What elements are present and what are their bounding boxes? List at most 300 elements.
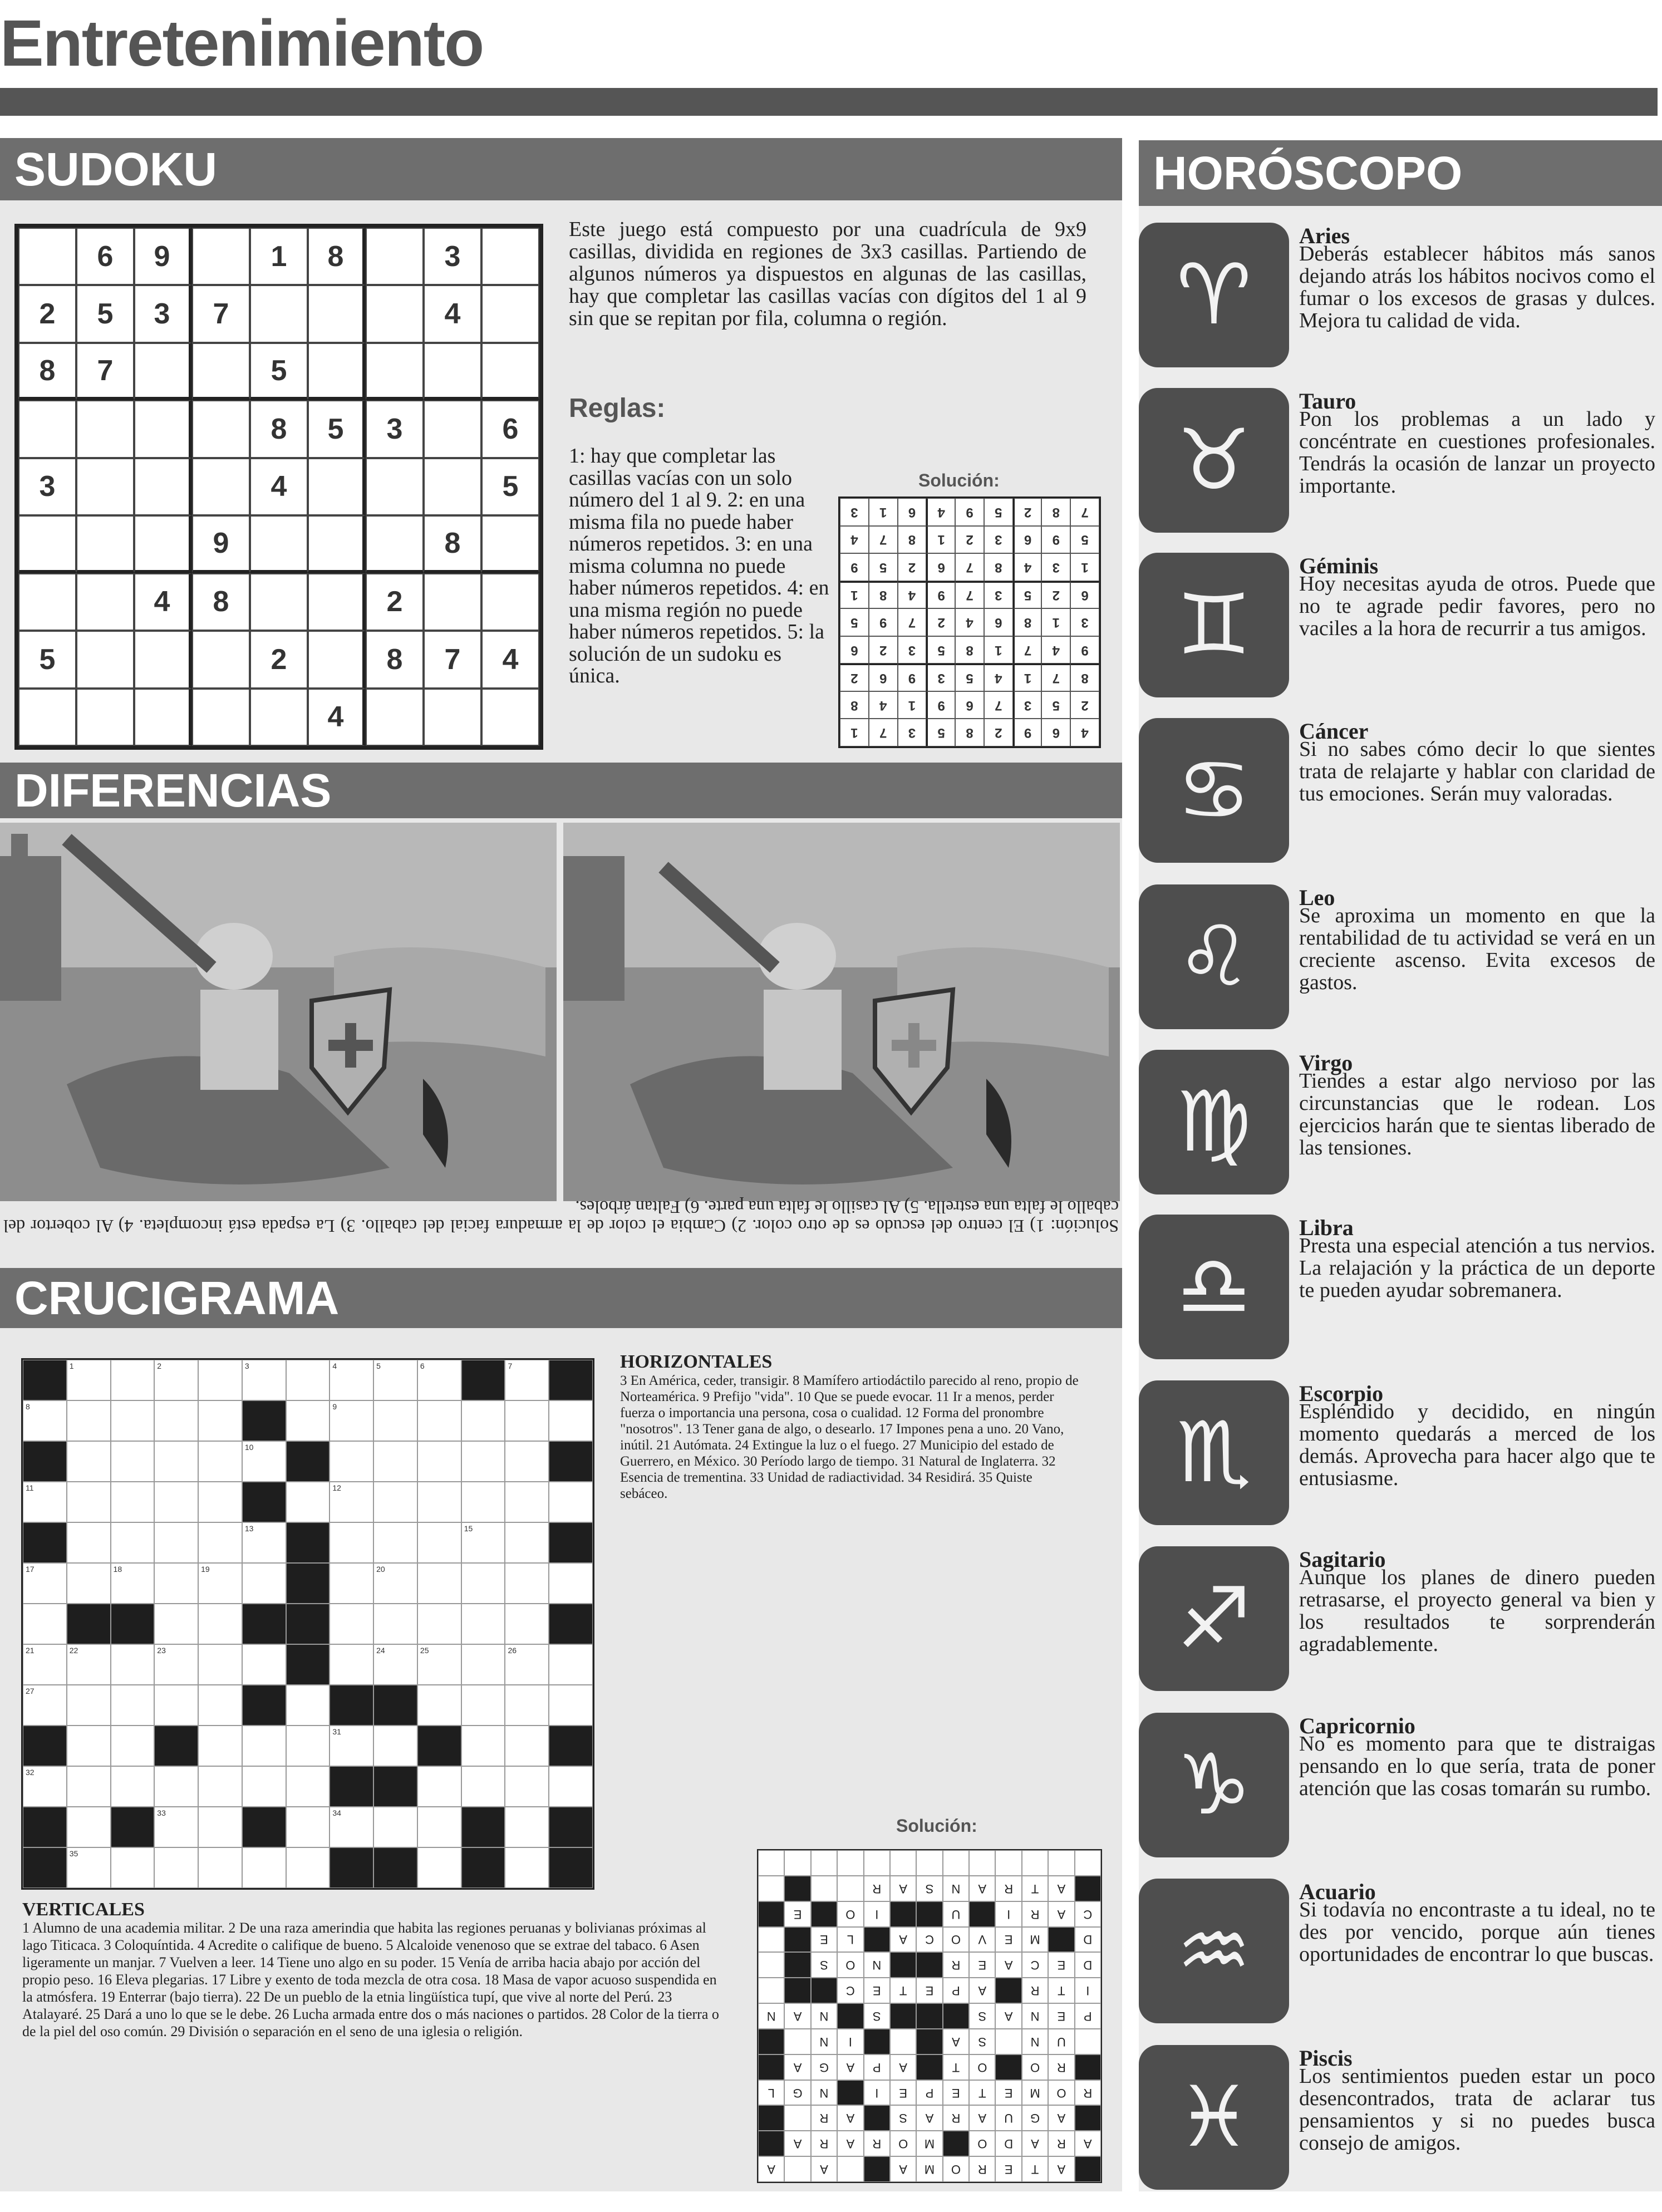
verticales-title: VERTICALES [22,1899,145,1920]
crossword-black-cell [242,1604,286,1644]
sudoku-solution-cell: 5 [926,719,955,746]
sudoku-solution-cell: 1 [1070,553,1099,581]
crossword-black-cell [111,1807,155,1847]
crossword-cell [154,1766,198,1807]
crossword-clue-number: 31 [332,1727,341,1736]
sudoku-cell [76,573,134,631]
crossword-solution-cell [916,1850,942,1876]
crossword-cell [198,1360,242,1400]
crossword-solution-cell: O [837,1901,863,1927]
crossword-cell [461,1522,505,1563]
crossword-black-cell [549,1807,593,1847]
sudoku-cell [192,631,250,688]
sudoku-cell [308,515,366,573]
sudoku-cell [250,285,308,342]
crossword-cell [67,1726,111,1766]
crossword-solution-cell: A [837,2054,863,2080]
section-header-crucigrama: CRUCIGRAMA [0,1268,1122,1328]
crossword-black-cell [23,1522,67,1563]
crossword-solution-cell: R [969,2156,995,2182]
crossword-solution-cell: T [890,1978,916,2003]
crossword-cell [417,1441,461,1482]
crossword-cell [198,1644,242,1685]
crossword-solution-cell: A [1075,2131,1101,2156]
crossword-solution-cell [784,2156,810,2182]
crossword-cell [373,1360,417,1400]
crossword-cell [505,1644,549,1685]
sudoku-cell [192,458,250,515]
sign-text: Deberás establecer hábitos más sanos dejando atrás los hábitos nocivos como el fumar o los excesos de grasas y dulces. Mejora tu calidad de vida. [1299,242,1655,332]
sudoku-cell: 6 [481,400,539,458]
crossword-solution-black-cell [916,1952,942,1978]
sudoku-cell [192,400,250,458]
crossword-cell [373,1441,417,1482]
crossword-cell [111,1644,155,1685]
sudoku-cell: 5 [18,631,76,688]
crossword-black-cell [242,1482,286,1522]
crossword-solution-cell [1022,1850,1048,1876]
sudoku-cell [134,458,192,515]
crossword-cell [67,1400,111,1441]
crossword-cell [198,1441,242,1482]
crossword-clue-number: 26 [508,1646,517,1655]
sudoku-cell [250,689,308,746]
crossword-cell [286,1766,330,1807]
sign-text: Hoy necesitas ayuda de otros. Puede que no te agrade pedir favores, pero no vaciles a la hora de recurrir a tus amigos. [1299,572,1655,640]
sudoku-solution-cell: 7 [1070,498,1099,526]
crossword-solution-black-cell [890,1901,916,1927]
crossword-black-cell [373,1847,417,1888]
sudoku-solution-cell: 3 [1070,608,1099,636]
crossword-solution-cell: I [995,1901,1021,1927]
sudoku-solution-grid [838,497,1101,748]
crossword-solution-cell: M [1022,2080,1048,2106]
crossword-solution-black-cell [916,1901,942,1927]
crossword-solution-black-cell [811,1901,837,1927]
sign-name: Géminis [1299,553,1379,578]
crossword-cell [373,1604,417,1644]
crossword-cell [23,1400,67,1441]
crossword-solution-cell: N [811,2080,837,2106]
horoscope-sign-cáncer [1139,718,1662,885]
crossword-solution-cell: O [1048,2080,1074,2106]
crossword-solution-cell: A [943,2029,969,2054]
sign-name: Acuario [1299,1879,1376,1904]
crossword-solution-cell: U [1048,2029,1074,2054]
crossword-solution-black-cell [784,1952,810,1978]
crossword-solution-cell: A [890,2156,916,2182]
sudoku-solution-cell: 7 [869,526,898,554]
sudoku-solution-cell: 9 [1041,526,1070,554]
sudoku-solution-cell: 4 [869,691,898,719]
crossword-solution-black-cell [811,1978,837,2003]
crossword-cell [330,1807,373,1847]
crossword-cell [23,1604,67,1644]
sudoku-solution-cell: 8 [1013,608,1042,636]
crossword-cell [505,1360,549,1400]
crossword-cell [198,1685,242,1726]
sudoku-cell: 8 [308,228,366,285]
crossword-solution-cell: S [811,1952,837,1978]
sudoku-cell [424,573,481,631]
sign-text: Si no sabes cómo decir lo que sientes trata de relajarte y hablar con claridad de tus emociones. Serán muy valoradas. [1299,738,1655,805]
crossword-black-cell [330,1847,373,1888]
sign-name: Aries [1299,223,1350,248]
sign-name: Piscis [1299,2046,1353,2071]
crossword-solution-black-cell [1075,2054,1101,2080]
sudoku-cell: 1 [250,228,308,285]
sudoku-cell: 8 [250,400,308,458]
crossword-cell [330,1604,373,1644]
crossword-solution-cell: A [784,2003,810,2029]
crossword-cell [461,1766,505,1807]
crossword-solution-cell: O [837,1952,863,1978]
crossword-solution-cell: T [969,2080,995,2106]
section-header-horoscopo: HORÓSCOPO [1139,140,1662,206]
crossword-solution-cell: N [1022,2003,1048,2029]
crossword-cell [373,1563,417,1604]
crossword-solution-cell: A [784,2054,810,2080]
crossword-solution-cell: N [864,1952,890,1978]
sudoku-solution-cell: 8 [1070,663,1099,691]
crossword-clue-number: 2 [157,1361,162,1370]
sudoku-solution-cell: 2 [869,636,898,664]
sudoku-cell [18,400,76,458]
horoscope-sign-géminis [1139,553,1662,720]
crossword-black-cell [286,1644,330,1685]
crossword-black-cell [286,1563,330,1604]
sudoku-solution-cell: 9 [869,608,898,636]
crossword-cell [286,1807,330,1847]
sudoku-solution-cell: 7 [955,581,984,609]
crossword-solution-cell: E [943,2080,969,2106]
crossword-solution-cell: R [995,1876,1021,1901]
crossword-cell [67,1522,111,1563]
sudoku-cell [481,689,539,746]
sudoku-cell [308,573,366,631]
crossword-solution-black-cell [784,1876,810,1901]
crossword-solution-cell [837,1850,863,1876]
sudoku-cell [424,400,481,458]
crossword-cell [154,1563,198,1604]
crossword-black-cell [549,1360,593,1400]
crossword-solution-cell: I [837,2029,863,2054]
crossword-solution-cell: N [943,1876,969,1901]
sudoku-solution-cell: 1 [1041,608,1070,636]
crossword-solution-cell [995,1850,1021,1876]
sudoku-solution-cell: 4 [1070,719,1099,746]
sudoku-solution-cell: 7 [984,691,1013,719]
sudoku-solution-cell: 1 [984,636,1013,664]
crossword-solution-cell [837,1876,863,1901]
sudoku-solution-cell: 9 [926,691,955,719]
sudoku-cell [76,400,134,458]
crossword-cell [330,1400,373,1441]
crossword-cell [549,1766,593,1807]
crossword-cell [111,1847,155,1888]
crossword-clue-number: 1 [69,1361,74,1370]
sudoku-cell: 6 [76,228,134,285]
section-header-diferencias: DIFERENCIAS [0,763,1122,818]
crossword-solution-cell: N [758,2003,784,2029]
sudoku-solution-cell: 1 [926,526,955,554]
horoscope-sign-acuario [1139,1879,1662,2046]
sudoku-cell: 4 [250,458,308,515]
sign-name: Capricornio [1299,1713,1415,1738]
crossword-cell [417,1360,461,1400]
crossword-solution-cell: G [784,2080,810,2106]
sign-text: No es momento para que te distraigas pensando en lo que sería, trata de poner atención que las cosas tomarán su rumbo. [1299,1732,1655,1800]
sudoku-solution-cell: 5 [1070,526,1099,554]
sudoku-cell [424,458,481,515]
crossword-cell [242,1441,286,1482]
crossword-cell [373,1644,417,1685]
crossword-solution-cell: A [890,2054,916,2080]
crossword-solution-cell: A [837,2105,863,2131]
crossword-solution-cell: R [811,2131,837,2156]
crossword-solution-cell [1048,1850,1074,1876]
horoscope-sign-piscis [1139,2045,1662,2212]
crossword-cell [111,1726,155,1766]
sudoku-cell [18,515,76,573]
crossword-solution-cell [784,2105,810,2131]
crossword-solution-cell: T [1048,1978,1074,2003]
sudoku-cell: 7 [192,285,250,342]
crossword-clue-number: 13 [244,1524,254,1533]
crossword-cell [198,1604,242,1644]
crossword-solution-cell: G [1022,2105,1048,2131]
crossword-solution-cell [864,1850,890,1876]
sudoku-solution-cell: 4 [840,526,869,554]
crossword-solution-cell [758,1927,784,1953]
sudoku-cell [192,343,250,400]
crossword-black-cell [417,1726,461,1766]
crossword-clue-number: 9 [332,1402,337,1411]
crossword-solution-black-cell [943,2003,969,2029]
sudoku-solution-cell: 3 [1013,691,1042,719]
crossword-black-cell [67,1604,111,1644]
crossword-black-cell [330,1766,373,1807]
sudoku-cell: 5 [481,458,539,515]
libra-icon: ♎ [1139,1215,1289,1359]
crossword-clue-number: 15 [464,1524,473,1533]
sudoku-solution-cell: 3 [898,636,927,664]
crossword-solution-cell: A [890,1927,916,1953]
crossword-solution-cell: R [864,2131,890,2156]
crossword-cell [461,1644,505,1685]
crossword-clue-number: 25 [420,1646,429,1655]
sign-name: Virgo [1299,1050,1353,1075]
crossword-clue-number: 7 [508,1361,513,1370]
horizontales-title: HORIZONTALES [620,1351,773,1372]
crossword-solution-black-cell [758,2029,784,2054]
horoscope-sign-tauro [1139,388,1662,555]
crossword-solution-cell: T [1022,2156,1048,2182]
header-bar [0,88,1658,116]
crossword-solution-black-cell [784,1927,810,1953]
sudoku-cell [481,343,539,400]
crossword-black-cell [286,1441,330,1482]
crossword-solution-cell: A [1048,1876,1074,1901]
sign-text: Tiendes a estar algo nervioso por las circunstancias que le rodean. Los ejercicios harán que te sientas liberado de las tensiones. [1299,1069,1655,1159]
crossword-solution-cell: A [1048,2156,1074,2182]
crossword-cell [417,1807,461,1847]
crossword-cell [198,1766,242,1807]
crossword-cell [67,1807,111,1847]
crossword-solution-cell: C [916,1927,942,1953]
sudoku-solution-cell: 5 [869,553,898,581]
crossword-cell [154,1644,198,1685]
sudoku-solution-cell: 2 [898,553,927,581]
sudoku-solution-cell: 6 [898,498,927,526]
sudoku-solution-cell: 6 [1013,526,1042,554]
sudoku-solution-cell: 9 [926,581,955,609]
crossword-cell [286,1685,330,1726]
crossword-cell [154,1522,198,1563]
crossword-clue-number: 17 [26,1565,35,1574]
crossword-solution-cell: A [811,2156,837,2182]
sudoku-solution-cell: 5 [1041,691,1070,719]
virgo-icon: ♍ [1139,1050,1289,1195]
crossword-solution-cell: N [1022,2029,1048,2054]
crossword-cell [505,1522,549,1563]
differences-solution: Solución: 1) El centro del escudo es de otro color. 2) Cambia el color de la armadura facial del caballo. 3) La espada está incompleta. 4) Al cobertor del caballo le falta una estrella. 5) Al casillo le falta una parte. 6) Faltan árboles. [3,1197,1119,1236]
sudoku-cell: 8 [192,573,250,631]
sign-text: Pon los problemas a un lado y concéntrate en cuestiones profesionales. Tendrás la ocasión de lanzar un proyecto importante. [1299,407,1655,498]
crossword-black-cell [373,1685,417,1726]
sudoku-solution-cell: 2 [1013,498,1042,526]
crossword-cell [461,1400,505,1441]
sudoku-solution-cell: 2 [1070,691,1099,719]
sign-text: Se aproxima un momento en que la rentabilidad de tu actividad se verá en un creciente ascenso. Evita excesos de gastos. [1299,904,1655,994]
crossword-clue-number: 3 [244,1361,249,1370]
sign-name: Escorpio [1299,1381,1384,1406]
sudoku-solution-cell: 6 [840,636,869,664]
crossword-clue-number: 22 [69,1646,78,1655]
crossword-clue-number: 21 [26,1646,35,1655]
sudoku-cell: 4 [308,689,366,746]
crossword-solution-cell: O [943,1927,969,1953]
crossword-cell [23,1766,67,1807]
crossword-cell [111,1563,155,1604]
crossword-solution-cell: A [1048,1901,1074,1927]
crossword-solution-grid [757,1849,1102,2183]
sudoku-solution-cell: 8 [984,553,1013,581]
crossword-solution-cell: D [1075,1927,1101,1953]
crossword-solution-cell [811,1876,837,1901]
crossword-solution-cell: A [969,1978,995,2003]
crossword-cell [330,1644,373,1685]
sudoku-cell: 8 [424,515,481,573]
sudoku-cell: 4 [134,573,192,631]
crossword-solution-cell: R [1075,2080,1101,2106]
sudoku-cell: 4 [424,285,481,342]
sudoku-cell [18,573,76,631]
sudoku-solution-cell: 4 [1041,636,1070,664]
crossword-solution-cell: P [943,1978,969,2003]
crossword-black-cell [286,1604,330,1644]
sudoku-solution-cell: 6 [1070,581,1099,609]
sudoku-solution-cell: 2 [840,663,869,691]
sudoku-solution-cell: 9 [1070,636,1099,664]
sudoku-cell [308,458,366,515]
crossword-solution-cell: A [890,1876,916,1901]
crossword-cell [67,1644,111,1685]
crossword-solution-black-cell [1075,2105,1101,2131]
sudoku-cell: 9 [192,515,250,573]
sudoku-solution-cell: 8 [840,691,869,719]
rules-heading: Reglas: [569,394,666,423]
crossword-black-cell [23,1847,67,1888]
sudoku-solution-cell: 2 [984,719,1013,746]
crossword-cell [111,1441,155,1482]
sudoku-solution-cell: 1 [869,498,898,526]
crossword-black-cell [111,1604,155,1644]
verticales-clues: 1 Alumno de una academia militar. 2 De una raza amerindia que habita las regiones peruanas y bolivianas próximas al lago Titicaca. 3 Coloquíntida. 4 Acredite o califique de bueno. 5 Alcaloide venenoso que se extrae del tabaco. 6 Asen ligeramente un manjar. 7 Vuelven a leer. 14 Tiene uno algo en su poder. 15 Venía de arriba hacia abajo por acción del propio peso. 16 Eleva plegarias. 17 Libre y exento de toda mezcla de otra cosa. 18 Masa de vapor acuoso suspendida en la atmósfera. 19 Enterrar (bajo tierra). 22 De un pueblo de la etnia lingüística tupí, que vive al norte del Perú. 23 Atalayaré. 25 Dará a uno lo que se le debe. 26 Lucha armada entre dos o más naciones o partidos. 28 Color de la tierra o de la piel del oso común. 29 División o separación en el seno de una iglesia o religión. [22,1920,719,2039]
crossword-cell [417,1482,461,1522]
crossword-solution-cell [784,2029,810,2054]
crossword-cell [286,1847,330,1888]
crossword-clue-number: 6 [420,1361,425,1370]
sudoku-cell: 3 [18,458,76,515]
crossword-cell [67,1847,111,1888]
crossword-clue-number: 33 [157,1808,166,1817]
crossword-solution-cell: A [995,2003,1021,2029]
crossword-solution-cell: T [943,2054,969,2080]
crossword-black-cell [373,1766,417,1807]
crossword-solution-cell: I [864,2080,890,2106]
sudoku-solution-cell: 1 [898,691,927,719]
crossword-clue-number: 5 [376,1361,381,1370]
sudoku-cell: 3 [366,400,424,458]
gemini-icon: ♊ [1139,553,1289,697]
sudoku-solution-cell: 4 [955,608,984,636]
crossword-clue-number: 4 [332,1361,337,1370]
sudoku-solution-cell: 7 [1041,663,1070,691]
crossword-solution-cell [758,1876,784,1901]
horoscope-sign-libra [1139,1215,1662,1382]
crossword-cell [154,1400,198,1441]
crossword-solution-cell: M [916,2156,942,2182]
crossword-cell [154,1441,198,1482]
crossword-cell [242,1644,286,1685]
sudoku-cell: 7 [76,343,134,400]
crossword-cell [111,1400,155,1441]
crossword-solution-cell [890,1850,916,1876]
crossword-cell [461,1726,505,1766]
crossword-solution-cell: N [811,2003,837,2029]
crossword-cell [67,1766,111,1807]
sudoku-cell [76,631,134,688]
crossword-cell [505,1441,549,1482]
scorpio-icon: ♏ [1139,1380,1289,1525]
sudoku-solution-cell: 7 [869,719,898,746]
crossword-cell [373,1482,417,1522]
aquarius-icon: ♒ [1139,1879,1289,2023]
crossword-solution-cell: L [758,2080,784,2106]
crossword-solution-cell: A [784,2131,810,2156]
crossword-solution-cell: I [864,1901,890,1927]
crossword-clue-number: 18 [113,1565,122,1574]
crossword-solution-black-cell [758,2131,784,2156]
crossword-solution-black-cell [758,1901,784,1927]
crossword-solution-cell: A [969,1876,995,1901]
crossword-cell [417,1604,461,1644]
crossword-cell [67,1685,111,1726]
sudoku-cell [481,515,539,573]
sudoku-cell [366,285,424,342]
sign-text: Si todavía no encontraste a tu ideal, no te des por vencido, porque aún tienes oportunidades de encontrar lo que buscas. [1299,1898,1655,1966]
